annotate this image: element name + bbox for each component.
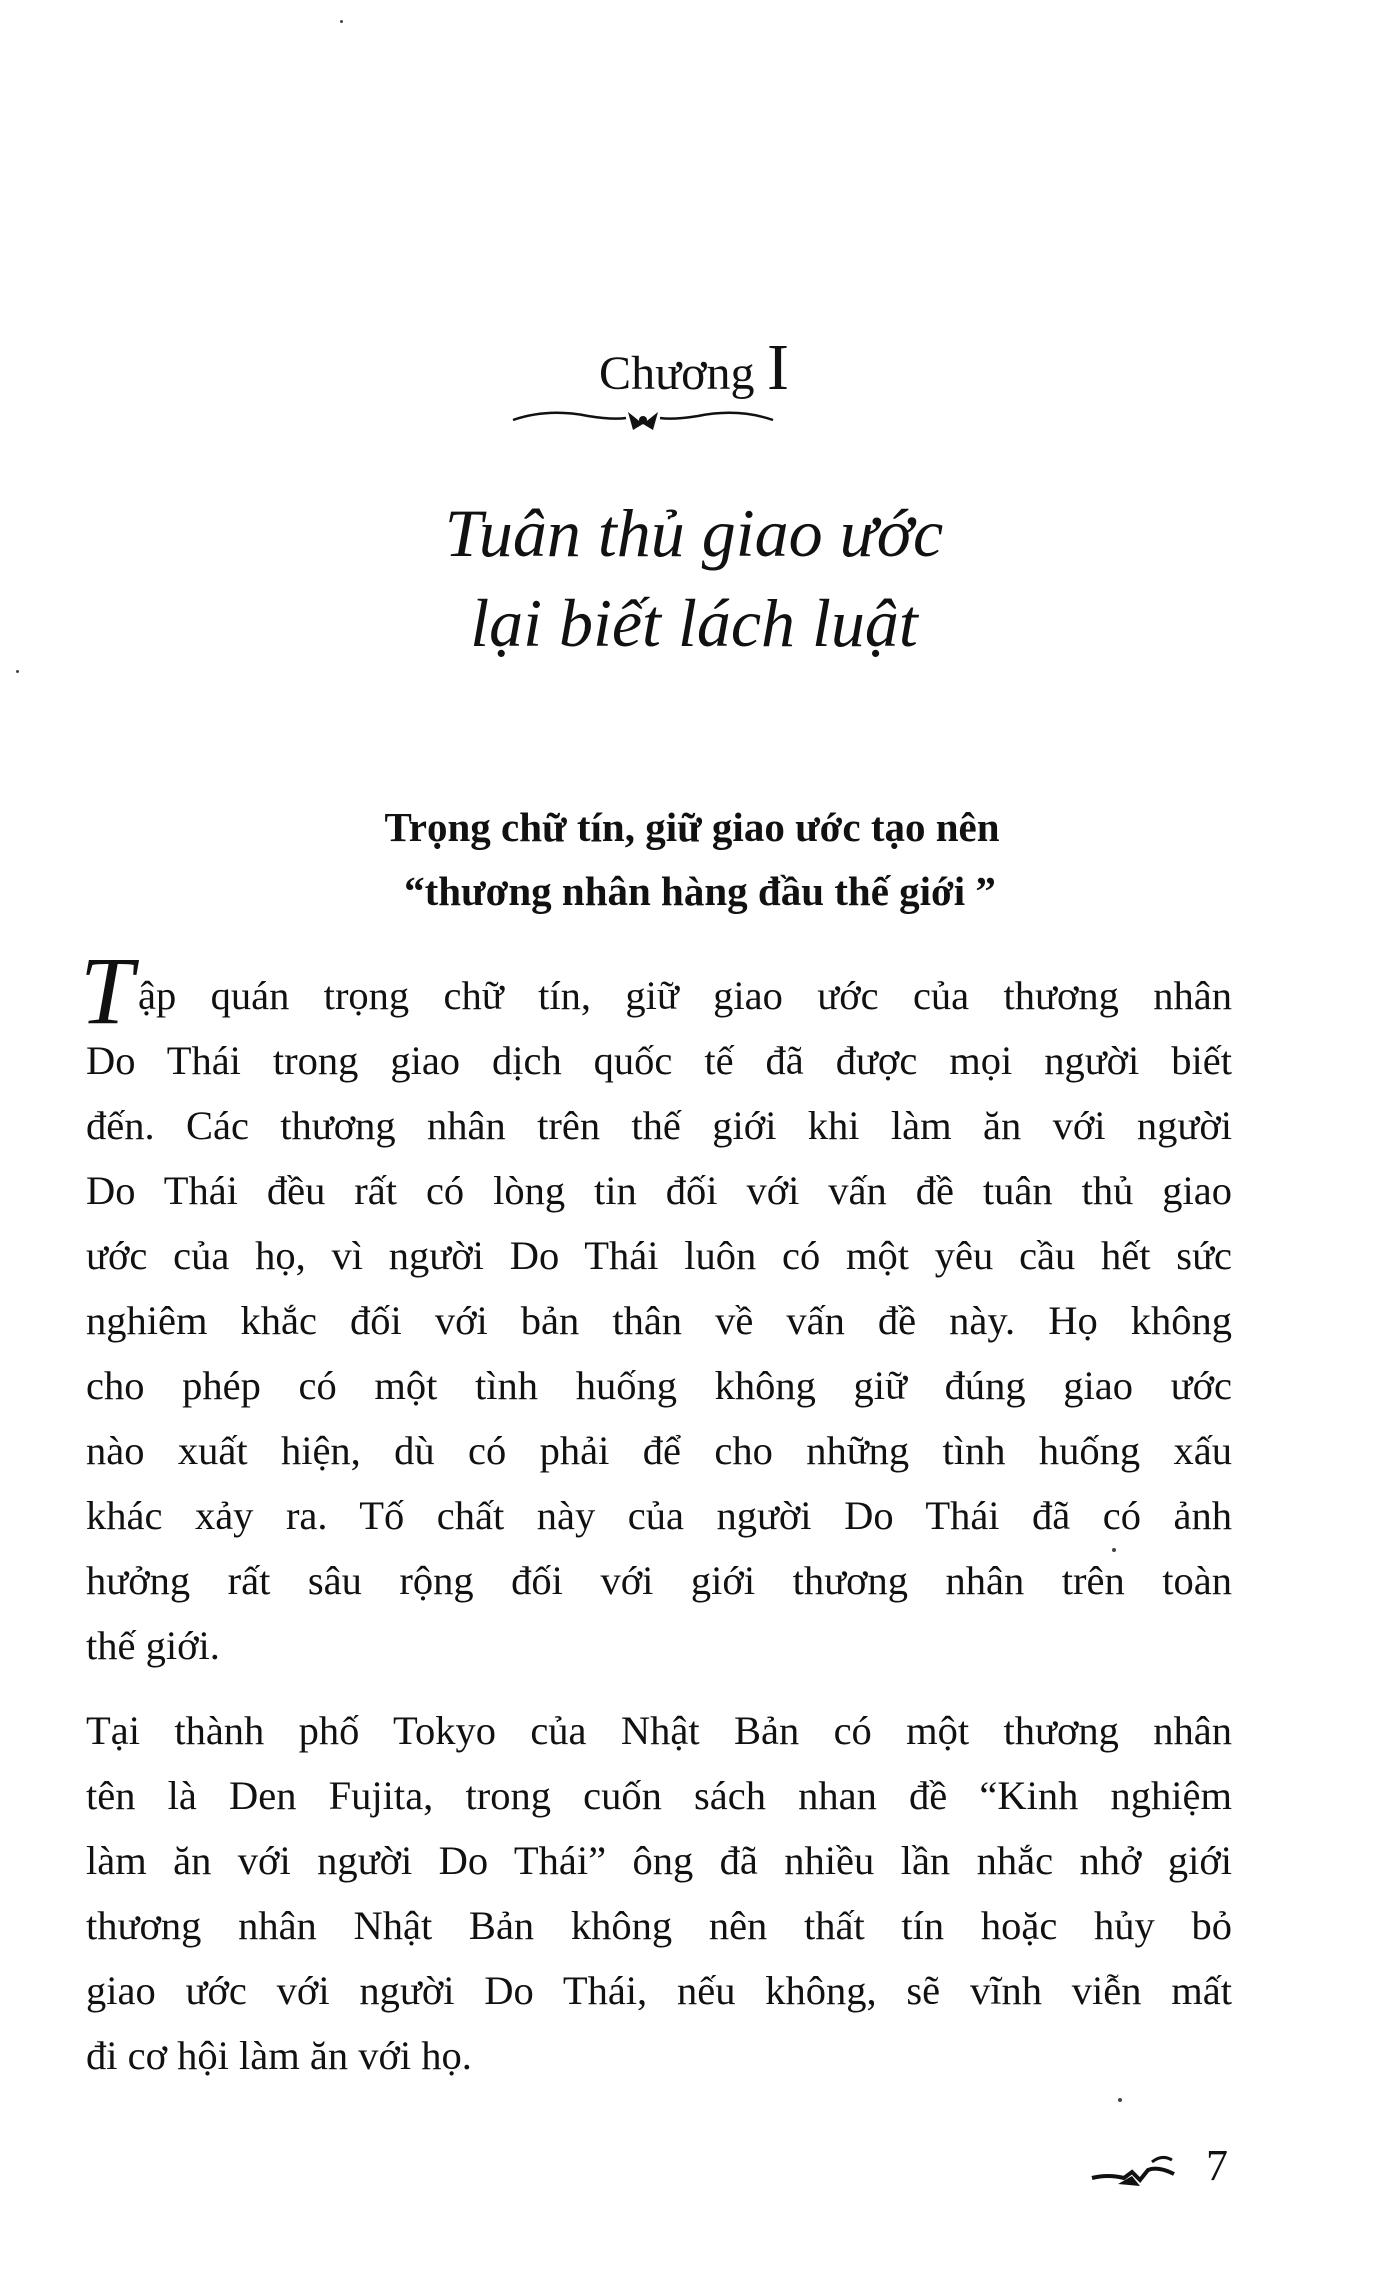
paragraph-line: Tại thành phố Tokyo của Nhật Bản có một thương nhân <box>86 1708 1232 1753</box>
section-heading-line-2: “thương nhân hàng đầu thế giới ” <box>404 868 996 914</box>
paragraph-1 <box>86 963 1232 1678</box>
paragraph-line: làm ăn với người Do Thái” ông đã nhiều lần nhắc nhở giới <box>86 1838 1232 1883</box>
drop-cap-letter: T <box>80 937 134 1044</box>
paragraph-line: thương nhân Nhật Bản không nên thất tín hoặc hủy bỏ <box>86 1903 1232 1948</box>
chapter-label-number: I <box>766 331 789 404</box>
paragraph-line: Do Thái trong giao dịch quốc tế đã được mọi người biết <box>86 1038 1232 1083</box>
paragraph-line: đến. Các thương nhân trên thế giới khi làm ăn với người <box>86 1103 1232 1148</box>
chapter-label <box>0 330 1388 406</box>
paper-speck <box>1112 1548 1116 1552</box>
chapter-divider-ornament <box>508 398 778 438</box>
paper-speck <box>16 670 19 673</box>
page-footer <box>1088 2140 1238 2200</box>
paragraph-line: nào xuất hiện, dù có phải để cho những tình huống xấu <box>86 1428 1232 1473</box>
footer-ornament-icon <box>1088 2148 1208 2196</box>
paragraph-line: đi cơ hội làm ăn với họ. <box>86 2033 472 2078</box>
chapter-label-word: Chương <box>599 347 755 400</box>
paragraph-line: khác xảy ra. Tố chất này của người Do Thái đã có ảnh <box>86 1493 1232 1538</box>
paragraph-line: ước của họ, vì người Do Thái luôn có một yêu cầu hết sức <box>86 1233 1232 1278</box>
paragraph-line: giao ước với người Do Thái, nếu không, sẽ vĩnh viễn mất <box>86 1968 1232 2013</box>
paragraph-line: ập quán trọng chữ tín, giữ giao ước của thương nhân <box>138 973 1232 1018</box>
paragraph-2 <box>86 1698 1232 2088</box>
paragraph-line: hưởng rất sâu rộng đối với giới thương nhân trên toàn <box>86 1558 1232 1603</box>
chapter-title-line-1: Tuân thủ giao ước <box>444 495 944 571</box>
chapter-title-line-2: lại biết lách luật <box>470 585 918 661</box>
chapter-title <box>0 488 1388 668</box>
paper-speck <box>1118 2098 1122 2102</box>
paragraph-line: Do Thái đều rất có lòng tin đối với vấn đề tuân thủ giao <box>86 1168 1232 1213</box>
paragraph-line: thế giới. <box>86 1623 220 1668</box>
paragraph-line: cho phép có một tình huống không giữ đúng giao ước <box>86 1363 1232 1408</box>
section-heading-line-1: Trọng chữ tín, giữ giao ước tạo nên <box>384 804 1000 850</box>
page-number: 7 <box>1206 2141 1228 2190</box>
section-heading <box>0 795 1388 923</box>
paragraph-line: tên là Den Fujita, trong cuốn sách nhan đề “Kinh nghiệm <box>86 1773 1232 1818</box>
paragraph-line: nghiêm khắc đối với bản thân về vấn đề này. Họ không <box>86 1298 1232 1343</box>
paper-speck <box>340 20 343 23</box>
